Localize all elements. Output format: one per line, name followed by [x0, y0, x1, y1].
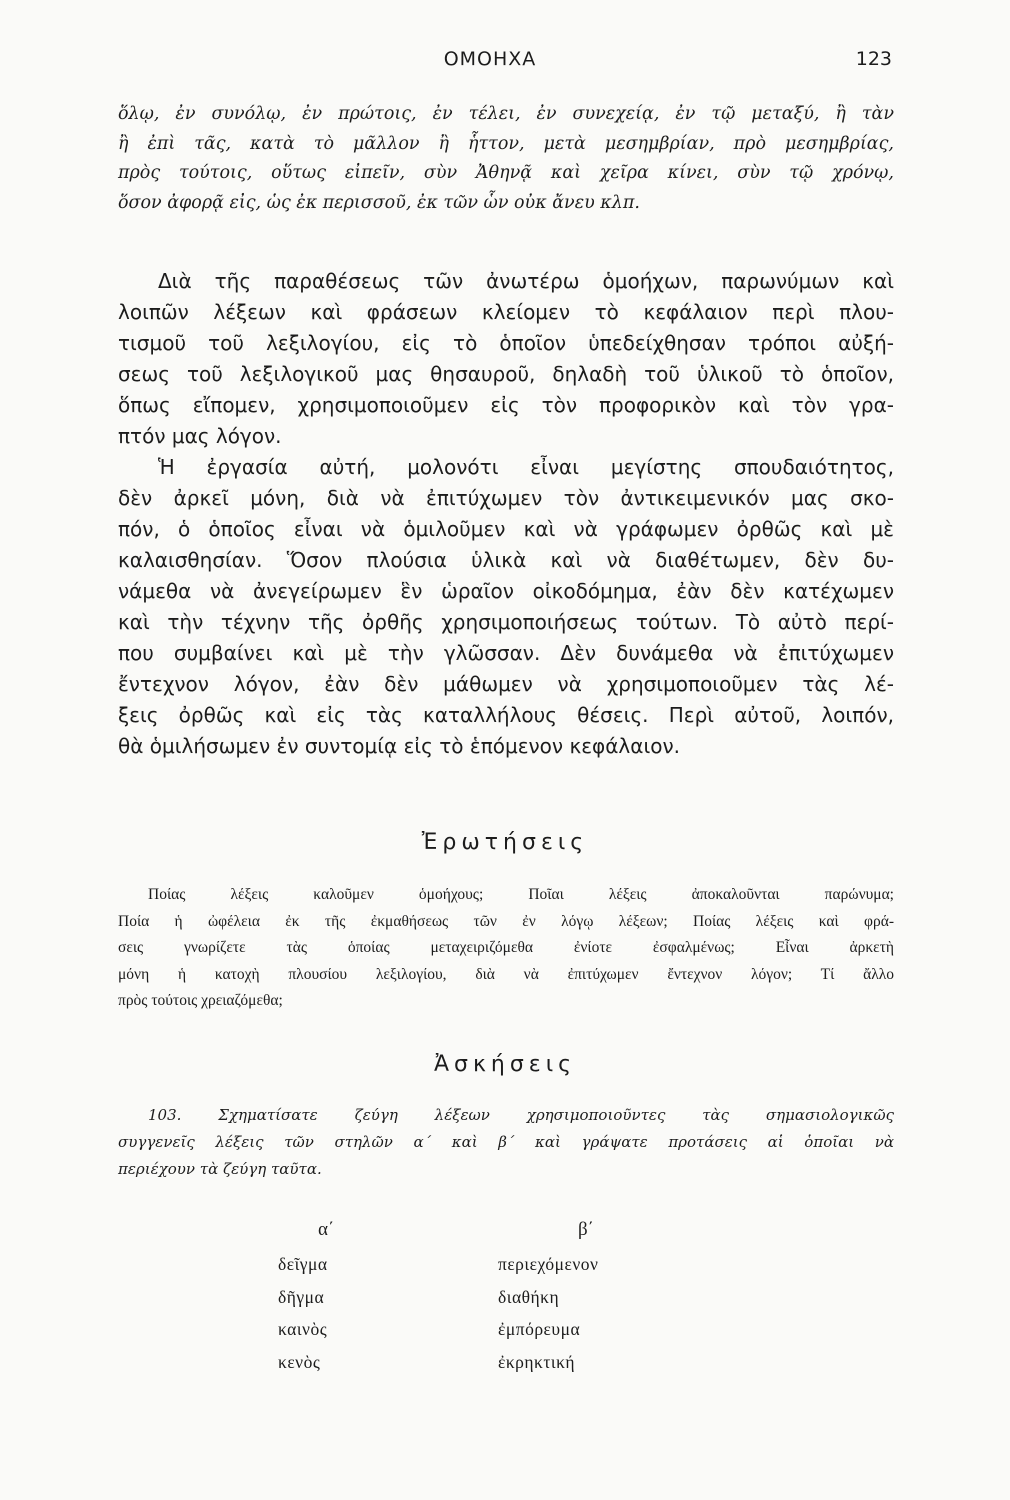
paragraph-line: νάμεθα νὰ ἀνεγείρωμεν ἓν ὡραῖον οἰκοδόμημα, ἐὰν δὲν κατέχωμεν: [118, 579, 894, 603]
paragraph-line: Διὰ τῆς παραθέσεως τῶν ἀνωτέρω ὁμοήχων, παρωνύμων καὶ: [158, 269, 894, 293]
column-b-word: ἐμπόρευμα: [498, 1319, 581, 1339]
exercise-line: περιέχουν τὰ ζεύγη ταῦτα.: [118, 1160, 322, 1178]
paragraph-line: ὅπως εἴπομεν, χρησιμοποιοῦμεν εἰς τὸν προφορικὸν καὶ τὸν γρα-: [118, 393, 894, 417]
paragraph-line: καλαισθησίαν. Ὅσον πλούσια ὑλικὰ καὶ νὰ διαθέτωμεν, δὲν δυ-: [118, 548, 894, 572]
column-b-word: διαθήκη: [498, 1286, 560, 1307]
intro-line: ὅσον ἀφορᾷ εἰς, ὡς ἐκ περισσοῦ, ἐκ τῶν ὧν οὐκ ἄνευ κλπ.: [118, 192, 640, 213]
column-a-word: δῆγμα: [278, 1286, 325, 1307]
column-b: [498, 1212, 598, 1378]
paragraph-line: θὰ ὁμιλήσωμεν ἐν συντομίᾳ εἰς τὸ ἑπόμενον κεφάλαιον.: [118, 734, 680, 758]
intro-line: πρὸς τούτοις, οὕτως εἰπεῖν, σὺν Ἀθηνᾷ καὶ χεῖρα κίνει, σὺν τῷ χρόνῳ,: [118, 163, 894, 183]
column-a: [278, 1212, 334, 1378]
paragraph-line: πόν, ὁ ὁποῖος εἶναι νὰ ὁμιλοῦμεν καὶ νὰ γράφωμεν ὀρθῶς καὶ μὲ: [118, 517, 894, 541]
column-b-header: β΄: [578, 1219, 594, 1240]
intro-line: ἢ ἐπὶ τᾶς, κατὰ τὸ μᾶλλον ἢ ἧττον, μετὰ μεσημβρίαν, πρὸ μεσημβρίας,: [118, 133, 894, 154]
questions-text: [118, 882, 894, 1015]
exercise-line: συγγενεῖς λέξεις τῶν στηλῶν α΄ καὶ β΄ καὶ γράψατε προτάσεις αἱ ὁποῖαι νὰ: [118, 1133, 894, 1151]
page-number: 123: [855, 48, 892, 70]
question-line: πρὸς τούτοις χρειαζόμεθα;: [118, 992, 283, 1010]
paragraph-line: πτόν μας λόγον.: [118, 424, 282, 448]
paragraph-line: Ἡ ἐργασία αὐτή, μολονότι εἶναι μεγίστης σπουδαιότητος,: [158, 455, 894, 479]
exercises-heading: Ἀσκήσεις: [433, 1052, 577, 1077]
exercise-line: 103. Σχηματίσατε ζεύγη λέξεων χρησιμοποιοῦντες τὰς σημασιολογικῶς: [148, 1106, 894, 1124]
column-b-word: περιεχόμενον: [498, 1254, 599, 1274]
paragraph-line: ἔντεχνον λόγον, ἐὰν δὲν μάθωμεν νὰ χρησιμοποιοῦμεν τὰς λέ-: [118, 672, 894, 696]
question-line: μόνη ἡ κατοχὴ πλουσίου λεξιλογίου, διὰ νὰ ἐπιτύχωμεν ἔντεχνον λόγον; Τί ἄλλο: [118, 965, 894, 983]
column-a-word: δεῖγμα: [278, 1254, 328, 1274]
column-a-header: α΄: [318, 1219, 335, 1240]
exercise-103-instructions: [118, 1102, 894, 1183]
paragraph-line: τισμοῦ τοῦ λεξιλογίου, εἰς τὸ ὁποῖον ὑπεδείχθησαν τρόποι αὐξή-: [118, 331, 894, 355]
running-head: [0, 48, 1010, 76]
column-b-word: ἐκρηκτική: [498, 1351, 576, 1372]
paragraph-line: σεως τοῦ λεξιλογικοῦ μας θησαυροῦ, δηλαδὴ τοῦ ὑλικοῦ τὸ ὁποῖον,: [118, 362, 894, 386]
column-a-word: καινὸς: [278, 1319, 328, 1339]
question-line: Ποία ἡ ὠφέλεια ἐκ τῆς ἐκμαθήσεως τῶν ἐν λόγῳ λέξεων; Ποίας λέξεις καὶ φρά-: [118, 912, 894, 930]
chapter-title: ΟΜΟΗΧΑ: [443, 48, 537, 70]
questions-heading: Ἐρωτήσεις: [421, 830, 589, 855]
intro-phrase-list: [118, 100, 894, 218]
paragraph-line: δὲν ἀρκεῖ μόνη, διὰ νὰ ἐπιτύχωμεν τὸν ἀντικειμενικόν μας σκο-: [118, 486, 894, 510]
paragraph-line: καὶ τὴν τέχνην τῆς ὀρθῆς χρησιμοποιήσεως τούτων. Τὸ αὐτὸ περί-: [118, 610, 894, 634]
paragraph-line: που συμβαίνει καὶ μὲ τὴν γλῶσσαν. Δὲν δυνάμεθα νὰ ἐπιτύχωμεν: [118, 641, 894, 665]
question-line: Ποίας λέξεις καλοῦμεν ὁμοήχους; Ποῖαι λέξεις ἀποκαλοῦνται παρώνυμα;: [148, 886, 894, 903]
paragraph-line: λοιπῶν λέξεων καὶ φράσεων κλείομεν τὸ κεφάλαιον περὶ πλου-: [118, 300, 894, 324]
column-a-word: κενὸς: [278, 1351, 321, 1372]
body-paragraphs: [118, 266, 894, 762]
intro-line: ὅλῳ, ἐν συνόλῳ, ἐν πρώτοις, ἐν τέλει, ἐν συνεχείᾳ, ἐν τῷ μεταξύ, ἢ τὰν: [118, 104, 894, 124]
paragraph-line: ξεις ὀρθῶς καὶ εἰς τὰς καταλλήλους θέσεις. Περὶ αὐτοῦ, λοιπόν,: [118, 703, 894, 727]
question-line: σεις γνωρίζετε τὰς ὁποίας μεταχειριζόμεθα ἐνίοτε ἐσφαλμένως; Εἶναι ἀρκετὴ: [118, 939, 894, 957]
